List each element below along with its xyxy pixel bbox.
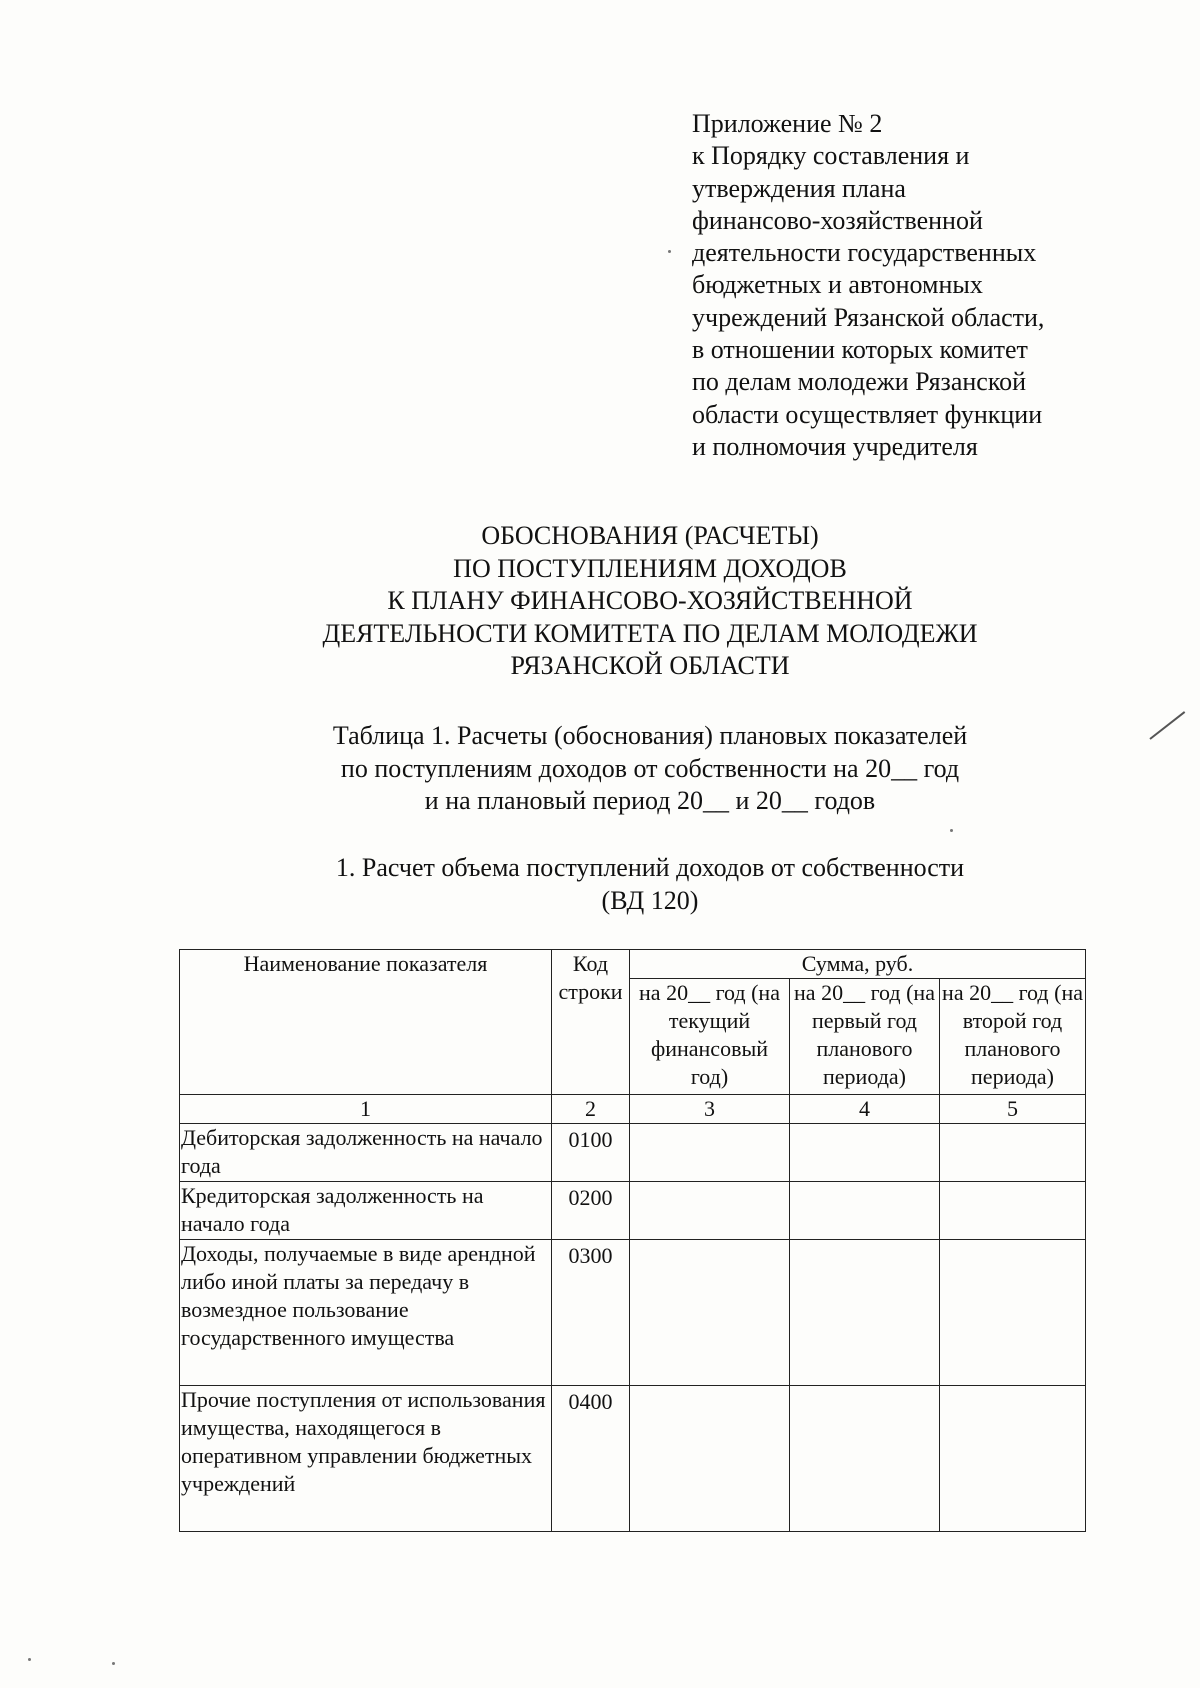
row-value-year1[interactable] [630, 1182, 790, 1240]
scan-speck [668, 250, 671, 253]
table-caption [250, 720, 1050, 818]
row-value-year2[interactable] [790, 1386, 940, 1532]
title-line: ДЕЯТЕЛЬНОСТИ КОМИТЕТА ПО ДЕЛАМ МОЛОДЕЖИ [322, 618, 978, 648]
row-value-year3[interactable] [940, 1240, 1086, 1386]
row-value-year3[interactable] [940, 1124, 1086, 1182]
appendix-line: финансово-хозяйственной [692, 205, 983, 235]
appendix-line: по делам молодежи Рязанской [692, 367, 1027, 397]
title-line: РЯЗАНСКОЙ ОБЛАСТИ [510, 651, 790, 680]
row-value-year1[interactable] [630, 1240, 790, 1386]
column-number: 2 [552, 1095, 630, 1124]
title-line: ПО ПОСТУПЛЕНИЯМ ДОХОДОВ [453, 553, 847, 583]
column-number: 4 [790, 1095, 940, 1124]
scan-speck [28, 1658, 31, 1661]
row-code: 0300 [552, 1240, 630, 1386]
header-sum: Сумма, руб. [630, 950, 1086, 979]
row-code: 0100 [552, 1124, 630, 1182]
caption-line: Таблица 1. Расчеты (обоснования) плановых показателей [332, 721, 968, 750]
caption-line: и на плановый период 20__ и 20__ годов [424, 786, 876, 815]
income-calculation-table [179, 949, 1086, 1532]
scan-speck [112, 1662, 115, 1665]
table-row [180, 1240, 1086, 1386]
header-indicator-name: Наименование показателя [180, 950, 552, 1095]
appendix-line: деятельности государственных [692, 238, 1037, 268]
column-number: 1 [180, 1095, 552, 1124]
row-code: 0400 [552, 1386, 630, 1532]
row-code: 0200 [552, 1182, 630, 1240]
appendix-block [692, 108, 1122, 463]
column-number: 5 [940, 1095, 1086, 1124]
row-indicator-name: Кредиторская задолженность на начало года [180, 1182, 552, 1240]
table-row [180, 1124, 1086, 1182]
table-row [180, 1182, 1086, 1240]
header-year-first-plan: на 20__ год (на первый год планового периода) [790, 979, 940, 1095]
header-year-second-plan: на 20__ год (на второй год планового периода) [940, 979, 1086, 1095]
row-value-year3[interactable] [940, 1182, 1086, 1240]
row-value-year2[interactable] [790, 1182, 940, 1240]
appendix-line: области осуществляет функции [692, 399, 1043, 429]
header-year-current: на 20__ год (на текущий финансовый год) [630, 979, 790, 1095]
header-row-code: Код строки [552, 950, 630, 1095]
scan-speck [950, 829, 953, 832]
table-header-row [180, 950, 1086, 979]
appendix-line: бюджетных и автономных [692, 270, 983, 300]
section-heading [250, 852, 1050, 917]
row-indicator-name: Дебиторская задолженность на начало года [180, 1124, 552, 1182]
column-numbers-row [180, 1095, 1086, 1124]
row-value-year3[interactable] [940, 1386, 1086, 1532]
appendix-line: Приложение № 2 [692, 109, 883, 138]
caption-line: по поступлениям доходов от собственности на 20__ год [340, 753, 960, 783]
row-indicator-name: Прочие поступления от использования имущества, находящегося в оперативном управлении бюджетных учреждений [180, 1386, 552, 1532]
table-row [180, 1386, 1086, 1532]
appendix-line: к Порядку составления и [692, 141, 970, 171]
pen-mark [1149, 711, 1185, 740]
row-value-year1[interactable] [630, 1124, 790, 1182]
section-line: (ВД 120) [601, 885, 699, 915]
document-title [250, 520, 1050, 683]
appendix-line: утверждения плана [692, 173, 906, 203]
title-line: ОБОСНОВАНИЯ (РАСЧЕТЫ) [481, 521, 819, 550]
appendix-line: в отношении которых комитет [692, 335, 1028, 365]
section-line: 1. Расчет объема поступлений доходов от собственности [335, 853, 965, 882]
appendix-line: учреждений Рязанской области, [692, 302, 1045, 332]
row-value-year2[interactable] [790, 1240, 940, 1386]
row-value-year2[interactable] [790, 1124, 940, 1182]
row-value-year1[interactable] [630, 1386, 790, 1532]
appendix-line: и полномочия учредителя [692, 431, 978, 461]
title-line: К ПЛАНУ ФИНАНСОВО-ХОЗЯЙСТВЕННОЙ [387, 586, 913, 615]
column-number: 3 [630, 1095, 790, 1124]
row-indicator-name: Доходы, получаемые в виде арендной либо иной платы за передачу в возмездное пользование государственного имущества [180, 1240, 552, 1386]
